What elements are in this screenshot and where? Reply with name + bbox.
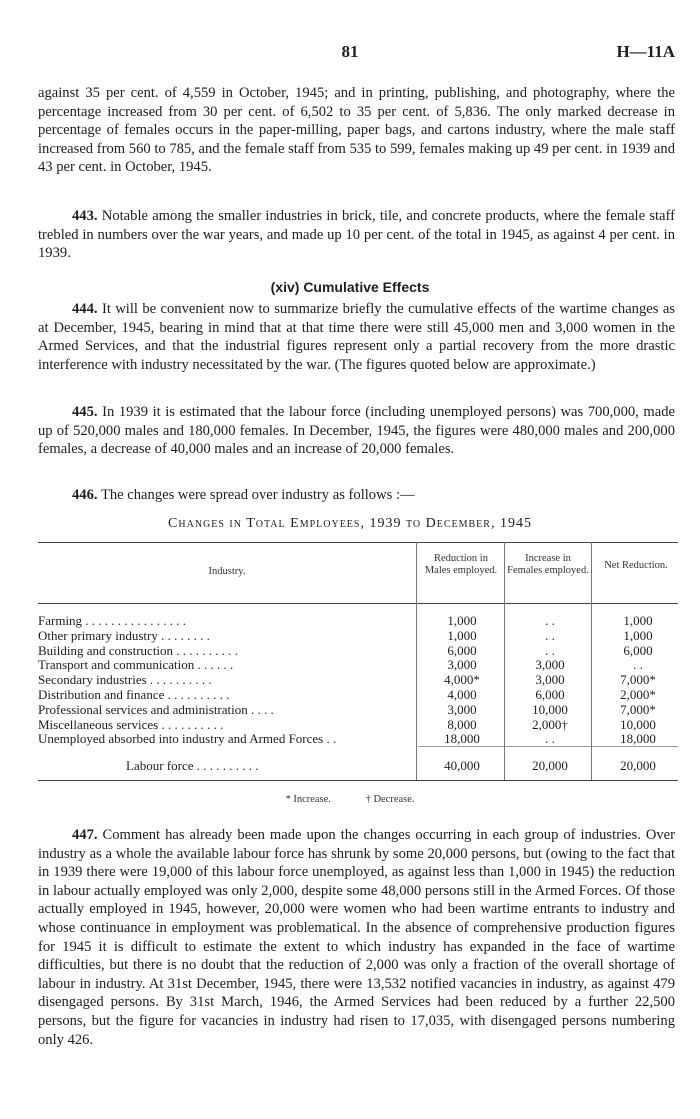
row-increase-females: 10,000 [532, 701, 568, 717]
row-net-reduction: 1,000 [623, 613, 653, 628]
paragraph-text: It will be convenient now to summarize briefly the cumulative effects of the wartime changes as at December, 1945, bearing in mind that at that time there were still 45,000 men and 3,000 women in the Armed Services, and that the industrial figures represent only a partial recovery from the more drastic interference with industry necessitated by the war. (The figures quoted below are approximate.) [38, 301, 675, 373]
column-header-reduction-males: Reduction in Males employed. [424, 553, 498, 576]
row-increase-females: 2,000† [532, 716, 568, 732]
row-industry: Farming . . . . . . . . . . . . . . . . [38, 614, 187, 628]
table-header-rule [38, 603, 678, 604]
table-total-row [38, 758, 678, 774]
row-net-reduction: 7,000* [620, 701, 656, 717]
row-reduction-males: 3,000 [447, 701, 477, 717]
column-header-industry: Industry. [208, 566, 246, 577]
row-reduction-males: 4,000 [447, 686, 477, 702]
row-increase-females: . . [545, 613, 555, 628]
row-industry: Building and construction . . . . . . . . . . [38, 643, 239, 658]
paragraph-445 [38, 403, 675, 459]
paragraph-continued [38, 84, 675, 177]
row-reduction-males: 1,000 [447, 613, 477, 628]
row-net-reduction: 20,000 [620, 758, 656, 773]
row-industry: Miscellaneous services . . . . . . . . . . [38, 717, 224, 732]
row-net-reduction: 6,000 [623, 642, 653, 658]
paragraph-number: 445. [72, 404, 98, 420]
paragraph-446 [38, 486, 675, 505]
paragraph-number: 446. [72, 487, 98, 503]
row-reduction-males: 8,000 [447, 716, 477, 732]
paragraph-number: 447. [72, 827, 98, 843]
row-increase-females: . . [545, 731, 555, 747]
paragraph-443 [38, 207, 675, 263]
page-number: 81 [341, 42, 359, 61]
table-row [38, 718, 678, 733]
row-increase-females: . . [545, 627, 555, 643]
row-reduction-males: 4,000* [444, 672, 480, 688]
row-reduction-males: 40,000 [444, 758, 480, 773]
row-net-reduction: 1,000 [623, 627, 653, 643]
paragraph-text: Comment has already been made upon the changes occurring in each group of industries. Over industry as a whole the available labour force has shrunk by some 20,000 persons, but (owing to the fact that in 1939 there were 19,000 of this labour force unemployed, as against less than 1,000 in 1945) the reduction in labour actually employed was only 2,000, despite some 48,000 persons still in the Armed Forces. Of those actually employed in 1945, however, 20,000 were women who had been wartime entrants to industry and whose continuance in employment was problematical. In the absence of comprehensive production figures for 1945 it is difficult to estimate the extent to which industry has expanded in the face of wartime difficulties, but there is no doubt that the reduction of 2,000 was only a fraction of the overall shortage of labour in industry. At 31st December, 1945, there were 13,532 notified vacancies in industry, as against 479 disengaged persons. By 31st March, 1946, the Armed Services had been reduced by a further 22,500 persons, but the figure for vacancies in industry had risen to 17,035, with disengaged persons numbering only 426. [38, 827, 676, 1048]
table-body [38, 614, 678, 747]
row-increase-females: . . [545, 642, 555, 658]
table-row [38, 703, 678, 718]
paragraph-number: 443. [72, 208, 98, 224]
paragraph-444 [38, 300, 675, 374]
row-increase-females: 20,000 [532, 758, 568, 773]
row-net-reduction: 10,000 [620, 716, 656, 732]
paragraph-text: against 35 per cent. of 4,559 in October, 1945; and in printing, publishing, and photography, where the percentage increased from 30 per cent. of 6,502 to 35 per cent. of 5,836. The only marked decrease in percentage of females occurs in the paper-milling, paper bags, and cartons industry, where the male staff increased from 560 to 785, and the female staff from 535 to 599, females making up 49 per cent. in 1939 and 43 per cent. in October, 1945. [38, 85, 675, 176]
row-net-reduction: 18,000 [620, 731, 656, 747]
table-bottom-rule [38, 780, 678, 781]
footnote-increase: * Increase. [285, 794, 331, 805]
row-reduction-males: 1,000 [447, 627, 477, 643]
table-row [38, 629, 678, 644]
table-row [38, 644, 678, 659]
row-industry: Transport and communication . . . . . . [38, 658, 234, 673]
row-industry: Other primary industry . . . . . . . . [38, 628, 210, 643]
row-industry: Unemployed absorbed into industry and Armed Forces . . [38, 732, 337, 747]
table-row [38, 688, 678, 703]
paragraph-number: 444. [72, 301, 98, 317]
footnote-decrease: † Decrease. [365, 794, 415, 805]
table-footnotes [0, 794, 700, 805]
paragraph-text: Notable among the smaller industries in brick, tile, and concrete products, where the female staff trebled in numbers over the war years, and made up 10 per cent. of the total in 1945, as against 4 per cent. in 1939. [38, 208, 675, 262]
row-increase-females: 6,000 [535, 686, 565, 702]
row-increase-females: 3,000 [535, 672, 565, 688]
row-increase-females: 3,000 [535, 657, 565, 673]
row-industry: Professional services and administration . . . . [38, 702, 274, 717]
row-net-reduction: 2,000* [620, 686, 656, 702]
table-title: Changes in Total Employees, 1939 to December, 1945 [168, 516, 532, 531]
table-row [38, 658, 678, 673]
row-reduction-males: 6,000 [447, 642, 477, 658]
row-industry: Distribution and finance . . . . . . . . . . [38, 687, 230, 702]
row-net-reduction: . . [633, 657, 643, 673]
column-header-increase-females: Increase in Females employed. [507, 553, 589, 576]
paragraph-text: In 1939 it is estimated that the labour force (including unemployed persons) was 700,000, made up of 520,000 males and 180,000 females. In December, 1945, the figures were 480,000 males and 200,000 females, a decrease of 40,000 males and an increase of 20,000 females. [38, 404, 675, 458]
table-row [38, 732, 678, 747]
row-industry: Secondary industries . . . . . . . . . . [38, 673, 212, 688]
document-reference: H—11A [616, 42, 675, 61]
row-industry: Labour force . . . . . . . . . . [126, 758, 259, 773]
table-row [38, 673, 678, 688]
row-net-reduction: 7,000* [620, 672, 656, 688]
paragraph-text: The changes were spread over industry as follows :— [100, 487, 415, 503]
table-top-rule [38, 542, 678, 543]
paragraph-447 [38, 826, 675, 1049]
table-row [38, 614, 678, 629]
column-header-net-reduction: Net Reduction. [604, 560, 668, 571]
row-reduction-males: 18,000 [444, 731, 480, 747]
row-reduction-males: 3,000 [447, 657, 477, 673]
section-title: (xiv) Cumulative Effects [270, 279, 430, 295]
